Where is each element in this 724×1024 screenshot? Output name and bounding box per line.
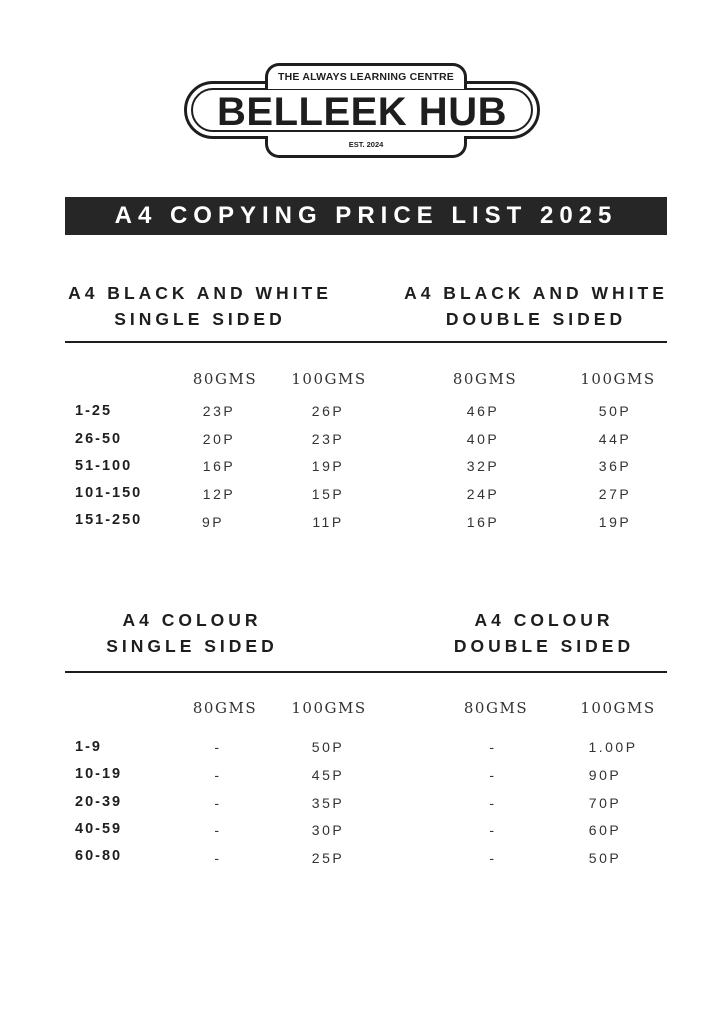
logo-tagline: THE ALWAYS LEARNING CENTRE [265,63,467,89]
colour-price: - [214,739,222,755]
colour-col-header: 100GMS [291,699,367,717]
colour-price: - [489,767,497,783]
colour-price: 1.00P [588,739,638,755]
colour-price: 45P [311,767,345,783]
bw-price: 23P [202,403,236,419]
bw-price: 24P [466,486,500,502]
colour-single-heading-line2: SINGLE SIDED [106,636,278,656]
colour-price: 90P [588,767,622,783]
colour-col-header: 100GMS [580,699,656,717]
colour-price: - [214,795,222,811]
colour-price: 60P [588,822,622,838]
bw-price: 26P [311,403,345,419]
colour-price: - [489,822,497,838]
colour-price: 25P [311,850,345,866]
bw-price: 27P [598,486,632,502]
bw-divider [65,341,667,343]
bw-qty: 26-50 [75,431,123,447]
bw-price: 19P [598,514,632,530]
bw-price: 50P [598,403,632,419]
bw-price: 36P [598,458,632,474]
bw-price: 12P [202,486,236,502]
bw-single-heading-line1: A4 BLACK AND WHITE [68,283,332,303]
bw-price: 16P [202,458,236,474]
logo-established: EST. 2024 [265,136,467,158]
colour-col-header: 80GMS [192,699,258,717]
colour-double-heading [394,607,694,659]
bw-price: 23P [311,431,345,447]
colour-single-heading-line1: A4 COLOUR [122,610,262,630]
bw-double-heading-line2: DOUBLE SIDED [445,309,627,329]
colour-price: 30P [311,822,345,838]
colour-single-heading [42,607,342,659]
bw-col-header: 80GMS [452,370,518,388]
colour-price: - [214,767,222,783]
bw-single-heading-line2: SINGLE SIDED [114,309,286,329]
colour-qty: 60-80 [75,848,123,864]
colour-price: 50P [311,739,345,755]
logo-name: BELLEEK HUB [191,88,533,132]
colour-price: - [489,739,497,755]
colour-price: 35P [311,795,345,811]
bw-price: 11P [312,514,344,530]
colour-price: - [489,795,497,811]
bw-col-header: 80GMS [192,370,258,388]
colour-divider [65,671,667,673]
bw-price: 19P [311,458,345,474]
bw-col-header: 100GMS [291,370,367,388]
bw-price: 9P [201,514,225,530]
bw-double-heading [386,280,686,332]
colour-price: 50P [588,850,622,866]
colour-price: - [214,850,222,866]
colour-double-heading-line1: A4 COLOUR [474,610,614,630]
bw-double-heading-line1: A4 BLACK AND WHITE [404,283,668,303]
colour-qty: 10-19 [75,766,123,782]
bw-single-heading [50,280,350,332]
colour-price: - [489,850,497,866]
bw-qty: 51-100 [75,458,133,474]
bw-price: 44P [598,431,632,447]
colour-price: 70P [588,795,622,811]
bw-qty: 151-250 [75,512,143,528]
logo [184,81,540,139]
bw-price: 32P [466,458,500,474]
bw-price: 20P [202,431,236,447]
bw-qty: 1-25 [75,403,113,419]
colour-qty: 40-59 [75,821,123,837]
bw-price: 16P [466,514,500,530]
colour-qty: 20-39 [75,794,123,810]
bw-qty: 101-150 [75,485,143,501]
colour-qty: 1-9 [75,739,102,755]
bw-col-header: 100GMS [580,370,656,388]
colour-double-heading-line2: DOUBLE SIDED [453,636,635,656]
page-title: A4 COPYING PRICE LIST 2025 [65,197,667,235]
colour-col-header: 80GMS [463,699,529,717]
bw-price: 40P [466,431,500,447]
colour-price: - [214,822,222,838]
bw-price: 15P [311,486,345,502]
bw-price: 46P [466,403,500,419]
